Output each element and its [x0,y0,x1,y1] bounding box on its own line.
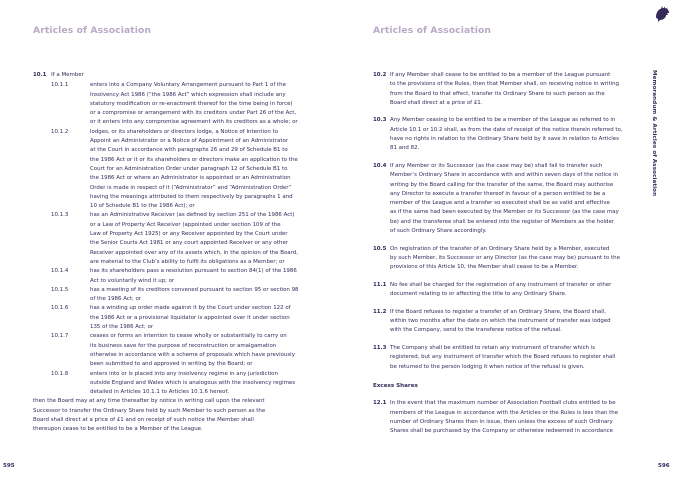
subclause-text [90,332,305,369]
text-line: the 1986 Act or a provisional liquidator is appointed over it under section [90,314,290,321]
text-line: of the 1986 Act; or [90,296,142,303]
text-line: be returned to the person lodging it when notice of the refusal is given. [390,363,585,370]
subclause-number: 10.1.5 [51,286,69,293]
right-page-number: 596 [658,463,670,469]
clause-closing [33,397,305,434]
subclause-item [33,128,305,212]
text-line: Law of Property Act 1925) or any Receiver appointed by the Court under [90,231,288,238]
text-line: writing by the Board calling for the transfer of the same, the Board may authorise [390,181,614,188]
text-line: Receiver appointed over any of its assets which, in the opinion of the Board, [90,249,298,256]
subclause-list [33,81,305,397]
right-page [340,0,680,483]
subclause-number: 10.1.6 [51,305,69,312]
text-line: or a compromise or arrangement with its creditors under Part 26 of the Act, [90,110,297,117]
subclause-text [90,304,305,332]
subclause-number: 10.1.4 [51,268,69,275]
subclause-item [33,286,305,305]
subclause-number: 10.1.2 [51,128,69,135]
clause-number: 12.1 [373,400,387,407]
clause-item [373,308,645,336]
text-line: provisions of this Article 10, the Member shall cease to be a Member. [390,264,579,271]
left-page-number: 595 [3,463,15,469]
clause-text [390,71,645,108]
left-header-title: Articles of Association [33,25,152,36]
subclause-text [90,81,305,127]
text-line: In the event that the maximum number of Association Football clubs entitled to be [390,400,616,407]
text-line: from the Board to that effect, transfer its Ordinary Share to such person as the [390,90,605,97]
text-line: 10 of Schedule B1 to the 1986 Act); or [90,203,195,210]
clause-number: 10.1 [33,72,47,78]
clause-text [390,162,645,236]
text-line: detailed in Articles 10.1.1 to Articles 10.1.6 hereof, [90,389,229,396]
text-line: If the Board refuses to register a transfer of an Ordinary Share, the Board shall, [390,308,607,315]
text-line: by such Member, its Successor or any Director (as the case may be) pursuant to the [390,254,620,261]
text-line: If any Member shall cease to be entitled to be a member of the League pursuant [390,72,611,78]
text-line: its business save for the purpose of reconstruction or amalgamation [90,342,277,349]
text-line: No fee shall be charged for the registration of any instrument of transfer or other [390,281,612,288]
subclause-item [33,332,305,369]
text-line: Appoint an Administrator or a Notice of Appointment of an Administrator [90,138,289,145]
text-line: Act to voluntarily wind it up; or [90,277,175,284]
text-line: member of the League and a transfer so executed shall be as valid and effective [390,200,610,207]
clause-10-1 [33,71,305,435]
clause-text [390,344,645,372]
text-line: having the meanings attributed to them respectively by paragraphs 1 and [90,193,293,200]
clause-text [390,116,645,153]
clause-spacer [373,437,645,445]
text-line: outside England and Wales which is analogous with the insolvency regimes [90,379,296,386]
clause-item [373,399,645,436]
clause-spacer [373,299,645,307]
subclause-text [90,370,305,398]
text-line: The Company shall be entitled to retain any instrument of transfer which is [390,344,596,351]
subclause-item [33,81,305,127]
text-line: Article 10.1 or 10.2 shall, as from the date of receipt of the notice therein referred to, [390,126,623,133]
subclause-item [33,211,305,267]
text-line: Board shall direct at a price of £1 and on receipt of such notice the Member shall [33,416,254,423]
clause-number: 10.4 [373,162,387,169]
clause-item [373,344,645,372]
subclause-text [90,286,305,305]
text-line: ceases or forms an intention to cease wholly or substantially to carry on [90,333,287,340]
text-line: registered, but any instrument of transfer which the Board refuses to register shall [390,354,616,361]
subclause-number: 10.1.1 [51,82,69,89]
text-line: the 1986 Act or it or its shareholders or directors make an application to the [90,156,298,163]
clause-item [373,281,645,300]
clause-number: 10.3 [373,117,387,124]
text-line: lodges, or its shareholders or directors lodge, a Notice of Intention to [90,128,279,135]
clause-item [373,162,645,236]
text-line: members of the League in accordance with the Articles or the Rules is less than the [390,409,619,416]
clause-title: If a Member [51,72,84,78]
text-line: within two months after the date on which the instrument of transfer was lodged [390,318,611,325]
clause-number: 10.2 [373,72,387,78]
text-line: 81 and 82. [390,145,420,152]
text-line: Board shall direct at a price of £1. [390,99,483,106]
clause-item [373,245,645,273]
text-line: to the provisions of the Rules, then that Member shall, on receiving notice in writing [390,81,620,88]
text-line: of such Ordinary Share accordingly. [390,228,487,235]
clause-spacer [373,372,645,380]
subclause-item [33,370,305,398]
text-line: are material to the Club’s ability to fulfil its obligations as a Member; or [90,258,285,265]
text-line: or a Law of Property Act Receiver (appointed under section 109 of the [90,221,281,228]
text-line: number of Ordinary Shares then in issue, then unless the excess of such Ordinary [390,418,613,425]
clause-spacer [373,154,645,162]
clause-item [373,116,645,153]
text-line: or it enters into any compromise agreement with its creditors as a whole; or [90,119,298,126]
text-line: If any Member or its Successor (as the case may be) shall fail to transfer such [390,162,603,169]
text-line: thereupon cease to be entitled to be a Member of the League. [33,426,203,433]
right-header-title: Articles of Association [373,25,492,36]
subclause-text [90,211,305,267]
text-line: document relating to or affecting the title to any Ordinary Share. [390,291,567,298]
text-line: has an Administrative Receiver (as defined by section 251 of the 1986 Act) [90,212,295,219]
premier-league-lion-logo [653,5,671,23]
side-label-memorandum: Memorandum & Articles of Association [651,70,657,197]
text-line: Shares shall be purchased by the Company or otherwise redeemed in accordance [390,428,614,435]
clause-text [390,281,645,300]
text-line: Successor to transfer the Ordinary Share held by such Member to such person as the [33,407,266,414]
clause-text [390,308,645,336]
clause-number: 10.5 [373,245,387,252]
text-line: Member’s Ordinary Share in accordance with and within seven days of the notice in [390,172,619,179]
clause-spacer [373,236,645,244]
subclause-number: 10.1.7 [51,333,69,340]
clause-item [373,71,645,108]
text-line: the Senior Courts Act 1981 or any court appointed Receiver or any other [90,240,289,247]
text-line: On registration of the transfer of an Ordinary Share held by a Member, executed [390,245,610,252]
text-line: be) and the transferee shall be entered into the register of Members as the holder [390,218,615,225]
text-line: the 1986 Act or where an Administrator is appointed or an Administration [90,175,291,182]
text-line: any Director to execute a transfer thereof in favour of a person entitled to be a [390,190,606,197]
text-line: been submitted to and approved in writing by the Board; or [90,361,253,368]
text-line: has a winding up order made against it by the Court under section 122 of [90,305,291,312]
text-line: Order is made in respect of it (“Administrator” and “Administration Order” [90,184,292,191]
clause-number: 11.3 [373,344,387,351]
text-line: enters into a Company Voluntary Arrangement pursuant to Part 1 of the [90,82,286,89]
text-line: have no rights in relation to the Ordinary Share held by it save in relation to Articles [390,136,619,143]
text-line: Any Member ceasing to be entitled to be a member of the League as referred to in [390,117,616,124]
clause-text [390,245,645,273]
subclause-text [90,128,305,212]
clause-text [390,399,645,436]
text-line: Court for an Administration Order under paragraph 12 of Schedule B1 to [90,165,288,172]
subclause-number: 10.1.8 [51,370,69,377]
text-line: with the Company, send to the transferee notice of the refusal. [390,327,562,334]
text-line: 135 of the 1986 Act; or [90,324,154,331]
text-line: Insolvency Act 1986 (“the 1986 Act” which expression shall include any [90,91,286,98]
subclause-text [90,267,305,286]
clause-number: 11.1 [373,281,387,288]
right-clauses [373,71,645,445]
clause-spacer [373,336,645,344]
text-line: at the Court in accordance with paragraphs 26 and 29 of Schedule B1 to [90,147,288,154]
subclause-item [33,267,305,286]
text-line: has its shareholders pass a resolution pursuant to section 84(1) of the 1986 [90,268,297,275]
section-heading-excess-shares: Excess Shares [373,383,418,390]
text-line: then the Board may at any time thereafter by notice in writing call upon the relevant [33,398,265,405]
text-line: has a meeting of its creditors convened pursuant to section 95 or section 98 [90,286,299,293]
clause-number: 11.2 [373,308,387,315]
text-line: as if the same had been executed by the Member or its Successor (as the case may [390,209,619,216]
clause-list-bottom [373,399,645,444]
text-line: otherwise in accordance with a scheme of proposals which have previously [90,351,295,358]
clause-list-top [373,71,645,380]
subclause-item [33,304,305,332]
clause-spacer [373,273,645,281]
text-line: enters into or is placed into any insolvency regime in any jurisdiction [90,370,278,377]
text-line: statutory modification or re-enactment thereof for the time being in force) [90,100,293,107]
subclause-number: 10.1.3 [51,212,69,219]
clause-spacer [373,108,645,116]
